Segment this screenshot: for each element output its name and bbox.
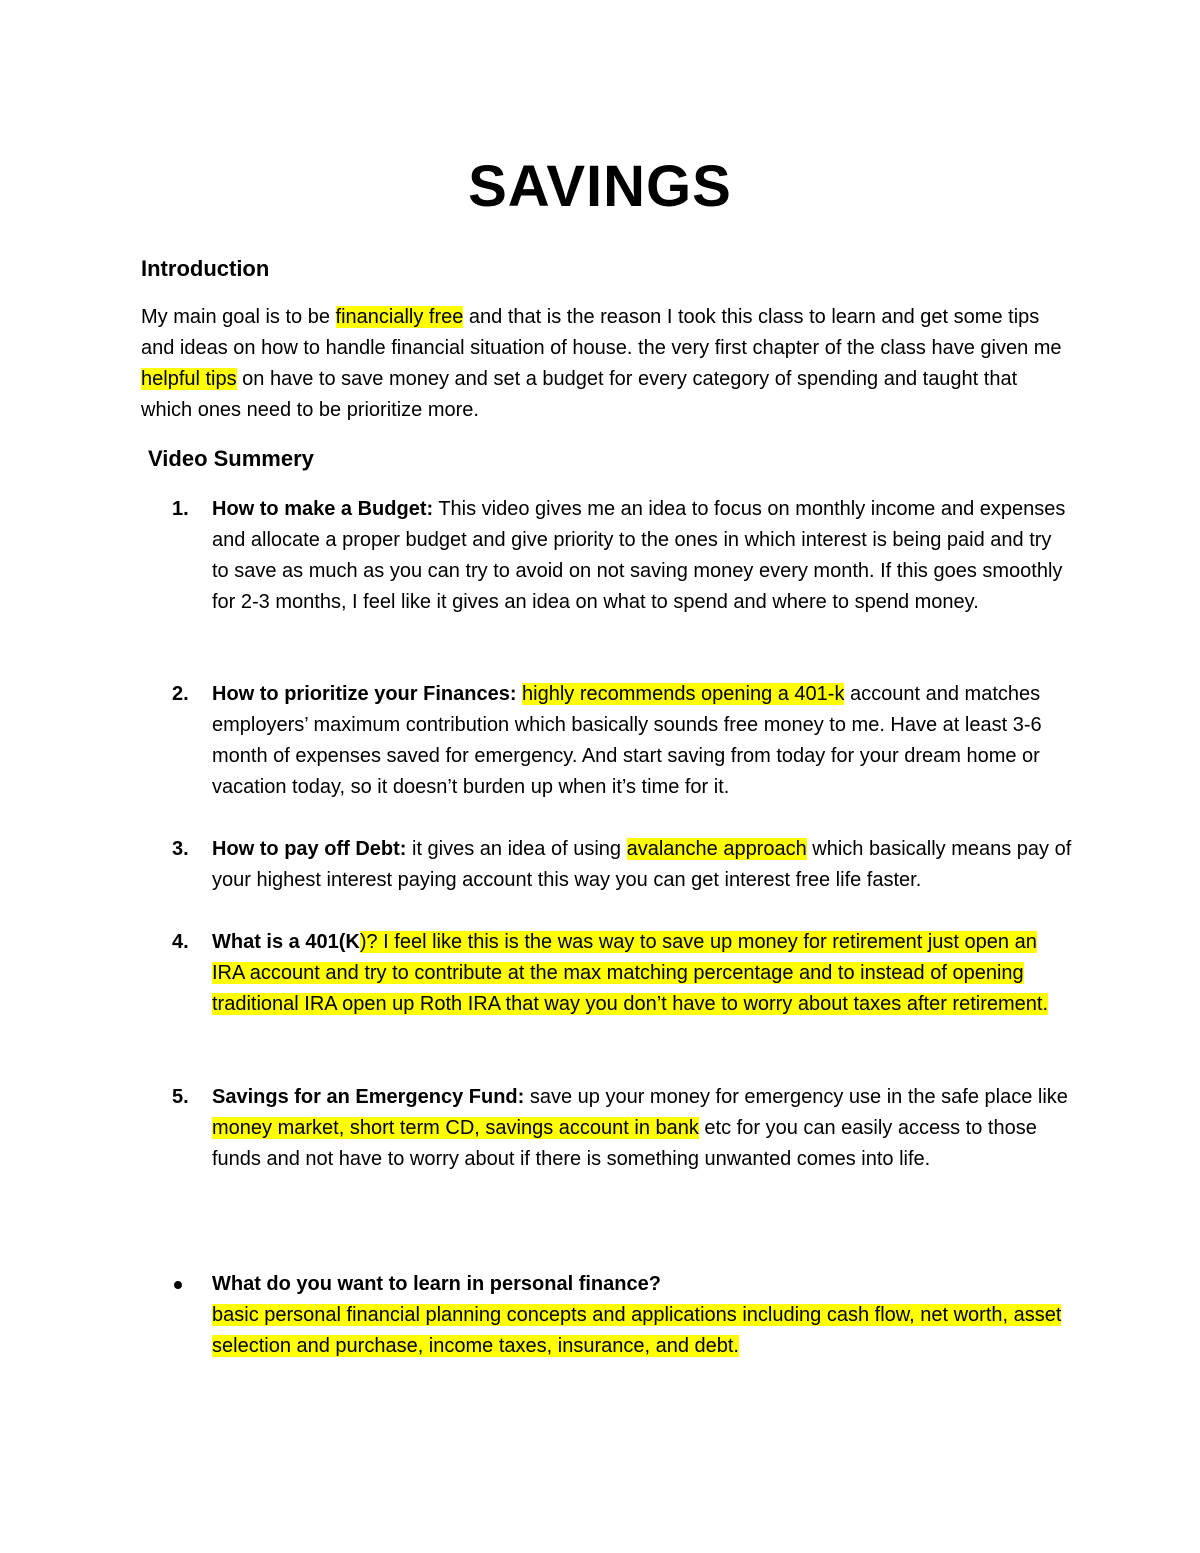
list-marker: 5. [172,1086,189,1108]
list-item-emergency-fund [172,1082,1072,1175]
item-highlight: money market, short term CD, savings account in bank [212,1117,699,1139]
item-text: This video gives me an idea to focus on monthly income and expenses and allocate a proper budget and give priority to the ones in which interest is being paid and try to save as much as you can try to avoid on not saving money every month. If this goes smoothly for 2-3 months, I feel like it gives an idea on what to spend and where to spend money. [212,498,1066,613]
item-text: etc for you can easily access to those funds and not have to worry about if there is something unwanted comes into life. [212,1117,1037,1170]
list-marker: 2. [172,683,189,705]
item-label: How to make a Budget: [212,498,434,520]
list-item-debt [172,834,1072,896]
item-label: How to pay off Debt: [212,838,407,860]
intro-text-1: My main goal is to be [141,306,336,328]
intro-text-2: and that is the reason I took this class to learn and get some tips and ideas on how to handle financial situation of house. the very first chapter of the class have given me [141,306,1062,359]
bullet-item [212,1269,1072,1362]
document-title: SAVINGS [468,154,732,219]
list-item-budget [172,494,1072,618]
list-marker: 3. [172,838,189,860]
intro-highlight-helpful-tips: helpful tips [141,368,237,390]
list-marker: 1. [172,498,189,520]
intro-highlight-financially-free: financially free [335,306,464,328]
item-label: How to prioritize your Finances: [212,683,517,705]
bullet-question: What do you want to learn in personal finance? [212,1273,661,1295]
introduction-heading: Introduction [141,256,270,281]
item-pre-text: it gives an idea of using [406,838,627,860]
introduction-paragraph [141,302,1071,426]
list-item-401k [172,927,1072,1020]
item-text: account and matches employers’ maximum contribution which basically sounds free money to me. Have at least 3-6 month of expenses saved for emergency. And start saving from today for your dream home or vacation today, so it doesn’t burden up when it’s time for it. [212,683,1042,798]
bullet-icon [174,1281,182,1289]
list-marker: 4. [172,931,189,953]
item-label: What is a 401(K [212,931,360,953]
intro-text-3: on have to save money and set a budget for every category of spending and taught that which ones need to be prioritize more. [141,368,1018,421]
bullet-answer: basic personal financial planning concepts and applications including cash flow, net worth, asset selection and purchase, income taxes, insurance, and debt. [212,1304,1062,1357]
item-label: Savings for an Emergency Fund: [212,1086,525,1108]
list-item-prioritize [172,679,1072,803]
item-highlight: )? I feel like this is the was way to save up money for retirement just open an IRA account and try to contribute at the max matching percentage and to instead of opening traditional IRA open up Roth IRA that way you don’t have to worry about taxes after retirement. [212,931,1049,1015]
item-highlight: highly recommends opening a 401-k [522,683,845,705]
item-pre-text: save up your money for emergency use in the safe place like [524,1086,1068,1108]
item-text: which basically means pay of your highest interest paying account this way you can get interest free life faster. [212,838,1072,891]
video-summary-heading: Video Summery [148,446,314,471]
item-highlight: avalanche approach [626,838,807,860]
